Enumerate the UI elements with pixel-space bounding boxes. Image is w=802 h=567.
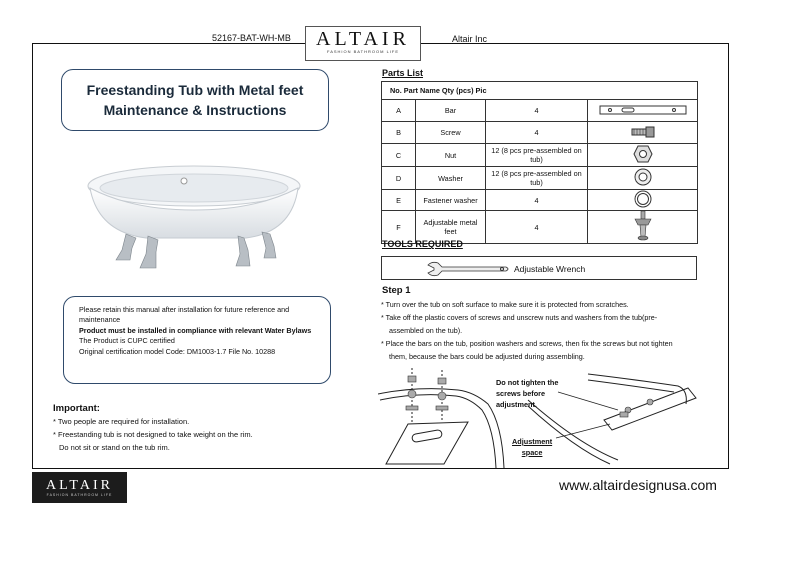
company-name: Altair Inc — [452, 34, 488, 44]
part-name: Washer — [416, 167, 486, 190]
notice-compliance-text: Product must be installed in compliance with relevant Water Bylaws — [79, 325, 312, 335]
document-title — [61, 69, 329, 131]
table-row — [382, 190, 698, 211]
important-item-1: * Two people are required for installation. — [53, 417, 190, 426]
adjustment-space-note — [512, 436, 552, 458]
part-qty: 12 (8 pcs pre-assembled on tub) — [486, 144, 588, 167]
adjustment-label: Adjustment — [512, 437, 553, 446]
part-qty: 4 — [486, 100, 588, 122]
website-url: www.altairdesignusa.com — [559, 477, 717, 493]
part-no: F — [382, 211, 416, 244]
part-no: B — [382, 122, 416, 144]
parts-table-header — [382, 82, 698, 100]
part-no: D — [382, 167, 416, 190]
part-qty: 4 — [486, 190, 588, 211]
screw-icon — [630, 125, 656, 139]
notice-cupc-text: The Product is CUPC certified — [79, 336, 175, 346]
part-qty: 4 — [486, 211, 588, 244]
part-pic — [588, 211, 698, 244]
step-1-bullet-2: * Take off the plastic covers of screws and unscrew nuts and washers from the tub(pre-assembled on the tub). — [381, 313, 658, 335]
step-1-title: Step 1 — [382, 285, 411, 296]
sku-code: 52167-BAT-WH-MB — [212, 33, 291, 43]
step-1-instructions — [381, 298, 681, 363]
footer-brand-logo — [32, 472, 127, 503]
bar-icon — [598, 104, 688, 116]
part-name: Bar — [416, 100, 486, 122]
part-pic — [588, 100, 698, 122]
wrench-icon — [426, 260, 512, 278]
washer-icon — [633, 168, 653, 186]
fastener-washer-icon — [633, 190, 653, 208]
nut-icon — [633, 145, 653, 163]
tools-box — [381, 256, 697, 280]
table-row — [382, 100, 698, 122]
tools-required-title: TOOLS REQUIRED — [382, 239, 463, 249]
brand-name: ALTAIR — [316, 28, 410, 50]
notice-box — [63, 296, 331, 384]
adjustable-foot-icon — [631, 211, 655, 241]
part-name: Fastener washer — [416, 190, 486, 211]
tool-item: Adjustable Wrench — [514, 264, 586, 274]
part-name: Adjustable metal feet — [416, 211, 486, 244]
step-1-bullet-3: * Place the bars on the tub, position washers and screws, then fix the screws but not tighten them, because the bars could be adjusted during assembling. — [381, 339, 673, 361]
part-no: C — [382, 144, 416, 167]
brand-tagline: FASHION BATHROOM LIFE — [326, 49, 400, 54]
part-pic — [588, 190, 698, 211]
brand-logo — [305, 26, 421, 61]
parts-list-title: Parts List — [382, 68, 424, 78]
important-item-3: Do not sit or stand on the tub rim. — [59, 443, 170, 452]
part-pic — [588, 122, 698, 144]
notice-retain-text: Please retain this manual after installation for future reference and maintenance — [79, 305, 290, 325]
notice-certification-text: Original certification model Code: DM1003-1.7 File No. 10288 — [79, 346, 276, 356]
table-row — [382, 122, 698, 144]
part-no: A — [382, 100, 416, 122]
title-line-1: Freestanding Tub with Metal feet — [86, 82, 304, 98]
part-pic — [588, 144, 698, 167]
part-name: Nut — [416, 144, 486, 167]
table-row — [382, 167, 698, 190]
part-qty: 12 (8 pcs pre-assembled on tub) — [486, 167, 588, 190]
title-line-2: Maintenance & Instructions — [103, 102, 287, 118]
footer-brand-name: ALTAIR — [46, 478, 113, 493]
part-pic — [588, 167, 698, 190]
table-row — [382, 144, 698, 167]
parts-table — [381, 81, 698, 244]
important-section — [53, 402, 333, 454]
part-qty: 4 — [486, 122, 588, 144]
tighten-warning-note: Do not tighten the screws before adjustment. — [496, 378, 559, 409]
bathtub-illustration — [86, 160, 316, 278]
important-heading: Important: — [53, 403, 100, 414]
part-name: Screw — [416, 122, 486, 144]
parts-header-cell: No. Part Name Qty (pcs) Pic — [382, 82, 698, 100]
important-item-2: * Freestanding tub is not designed to take weight on the rim. — [53, 430, 253, 439]
space-label: space — [521, 448, 543, 457]
step-1-bullet-1: * Turn over the tub on soft surface to make sure it is protected from scratches. — [381, 300, 629, 309]
part-no: E — [382, 190, 416, 211]
footer-brand-tagline: FASHION BATHROOM LIFE — [46, 493, 113, 497]
